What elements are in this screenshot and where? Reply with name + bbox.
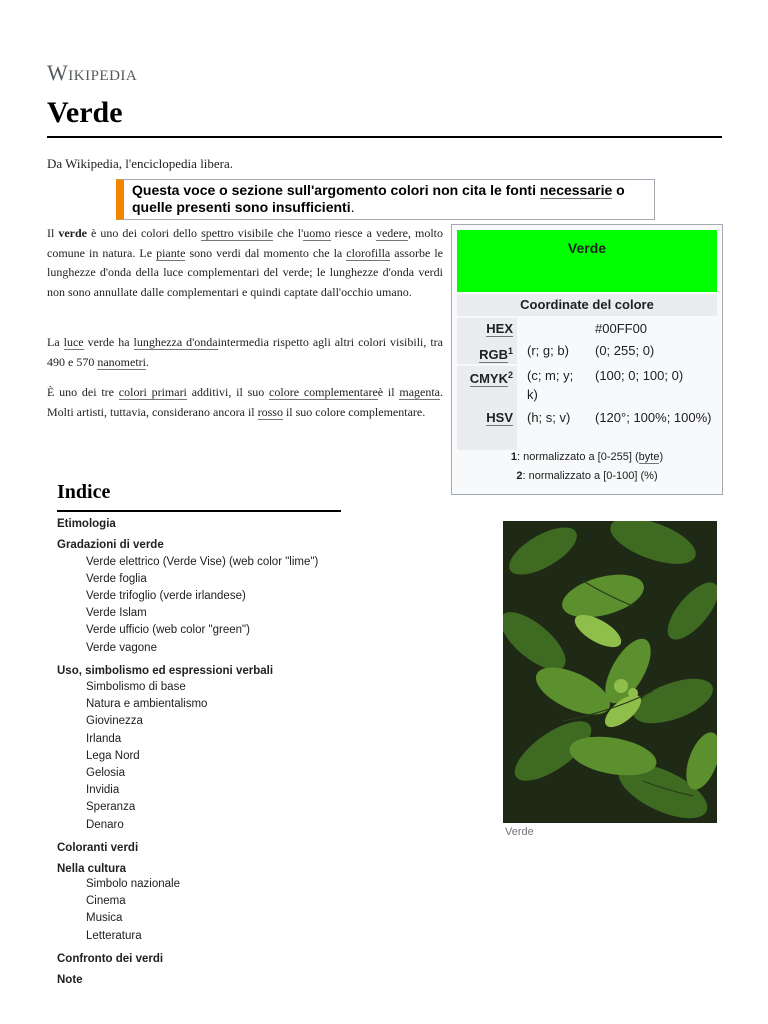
link-rosso[interactable]: rosso [257,404,283,419]
note-number: 1 [510,451,517,463]
toc-subitem[interactable]: Letteratura [86,930,142,942]
cmyk-link[interactable]: CMYK [469,371,508,387]
toc-title: Indice [57,481,111,503]
toc-item[interactable]: Gradazioni di verde [57,539,164,551]
text: È uno dei tre [47,385,119,399]
row-label [457,318,517,340]
text: Il [47,226,59,240]
row-value: (100; 0; 100; 0) [595,368,684,383]
toc-item[interactable]: Coloranti verdi [57,842,139,854]
row-symbols: (r; g; b) [527,343,569,358]
leaves-illustration [503,521,717,823]
link-colori-primari[interactable]: colori primari [118,385,187,399]
footnote-ref[interactable]: 1 [507,346,513,356]
text: assorbe le lunghezze d'onda della luce complementari del verde; le lunghezze d'onda verdi non sono annullate dalle complementari e quindi captate dall'occhio umano. [47,245,443,299]
text: . [145,354,149,369]
text: verde ha [83,335,134,349]
page-title: Verde [47,96,123,129]
note-text: ) [659,451,664,463]
tagline: Da Wikipedia, l'enciclopedia libera. [47,156,234,171]
note-text: : normalizzato a [0-255] ( [516,451,639,463]
toc-subitem[interactable]: Simbolismo di base [86,681,186,693]
toc-divider [57,510,341,512]
toc-item[interactable]: Etimologia [57,518,116,530]
infobox-row-hsv [457,406,717,448]
link-byte[interactable]: byte [638,451,660,463]
rgb-link[interactable]: RGB [479,347,508,363]
text: è uno dei colori dello [87,226,202,240]
toc-subitem[interactable]: Invidia [86,784,120,796]
light-paragraph [47,333,443,372]
hsv-link[interactable]: HSV [486,410,513,425]
toc-subitem[interactable]: Denaro [86,819,124,831]
notice-text: Questa voce o sezione sull'argomento colori non cita le fonti [132,182,540,198]
toc-subitem[interactable]: Gelosia [86,767,125,779]
color-swatch: Verde [457,230,717,292]
link-uomo[interactable]: uomo [303,226,331,240]
row-value: (0; 255; 0) [595,343,655,358]
infobox-row-cmyk [457,364,717,406]
link-lunghezza-onda[interactable]: lunghezza d'onda [133,335,218,349]
link-clorofilla[interactable]: clorofilla [346,245,391,260]
title-divider [47,136,722,138]
toc-item[interactable]: Nella cultura [57,863,127,875]
intro-paragraph [47,224,443,302]
wikipedia-wordmark[interactable]: Wikipedia [47,60,138,85]
row-symbols: (c; m; y; k) [527,368,574,402]
link-piante[interactable]: piante [156,245,186,260]
link-magenta[interactable]: magenta [399,385,441,399]
row-label [457,366,517,408]
text: , molto comune in natura. Le [47,226,443,260]
infobox-heading: Coordinate del colore [457,294,717,316]
toc-subitem[interactable]: Irlanda [86,733,122,745]
infobox-row-hex [457,318,717,340]
primary-color-paragraph [47,383,443,422]
toc-subitem[interactable]: Giovinezza [86,715,143,727]
color-infobox [451,224,723,495]
photo-caption: Verde [505,826,534,838]
term-verde: verde [58,226,88,240]
toc-subitem[interactable]: Verde ufficio (web color "green") [86,624,250,636]
text: additivi, il suo [186,385,270,399]
link-nanometri[interactable]: nanometri [97,354,146,369]
toc-item[interactable]: Note [57,974,83,986]
toc-subitem[interactable]: Verde trifoglio (verde irlandese) [86,590,246,602]
row-label [457,340,517,364]
text: intermedia rispetto agli altri colori visibili, tra 490 e 570 [47,335,443,369]
row-value: (120°; 100%; 100%) [595,410,712,425]
toc-subitem[interactable]: Lega Nord [86,750,140,762]
text: il suo colore complementare. [282,404,426,419]
toc-subitem[interactable]: Natura e ambientalismo [86,698,208,710]
notice-text-suffix: o quelle presenti sono insufficienti [132,182,625,215]
text: La [47,335,64,349]
text: riesce a [330,226,376,240]
link-vedere[interactable]: vedere [375,226,408,240]
toc-subitem[interactable]: Verde Islam [86,607,147,619]
leaves-photo[interactable] [503,521,717,823]
toc-subitem[interactable]: Verde elettrico (Verde Vise) (web color "lime") [86,556,319,568]
notice-link-necessarie[interactable]: necessarie [539,182,613,198]
toc-subitem[interactable]: Musica [86,912,123,924]
infobox-note [457,451,717,463]
text: sono verdi dal momento che la [185,245,347,260]
link-luce[interactable]: luce [63,335,84,349]
note-text: : normalizzato a [0-100] (%) [522,470,658,482]
infobox-note [457,470,717,482]
toc-subitem[interactable]: Speranza [86,801,136,813]
text: . Molti artisti, tuttavia, considerano ancora il [47,385,444,419]
row-value: #00FF00 [595,321,648,336]
link-colore-complementare[interactable]: colore complementare [269,385,378,399]
toc-subitem[interactable]: Cinema [86,895,126,907]
toc-subitem[interactable]: Simbolo nazionale [86,878,180,890]
infobox-row-rgb [457,340,717,364]
text: che l' [273,226,304,240]
link-spettro-visibile[interactable]: spettro visibile [201,226,274,240]
citation-notice [116,179,655,220]
toc-subitem[interactable]: Verde foglia [86,573,147,585]
row-label [457,408,517,450]
hex-link[interactable]: HEX [486,321,513,336]
toc-item[interactable]: Confronto dei verdi [57,953,164,965]
note-number: 2 [516,470,523,482]
footnote-ref[interactable]: 2 [507,370,513,380]
toc-item[interactable]: Uso, simbolismo ed espressioni verbali [57,665,274,677]
toc-subitem[interactable]: Verde vagone [86,642,157,654]
notice-text-end: . [350,199,355,215]
row-symbols: (h; s; v) [527,410,571,425]
text: è il [377,385,400,399]
